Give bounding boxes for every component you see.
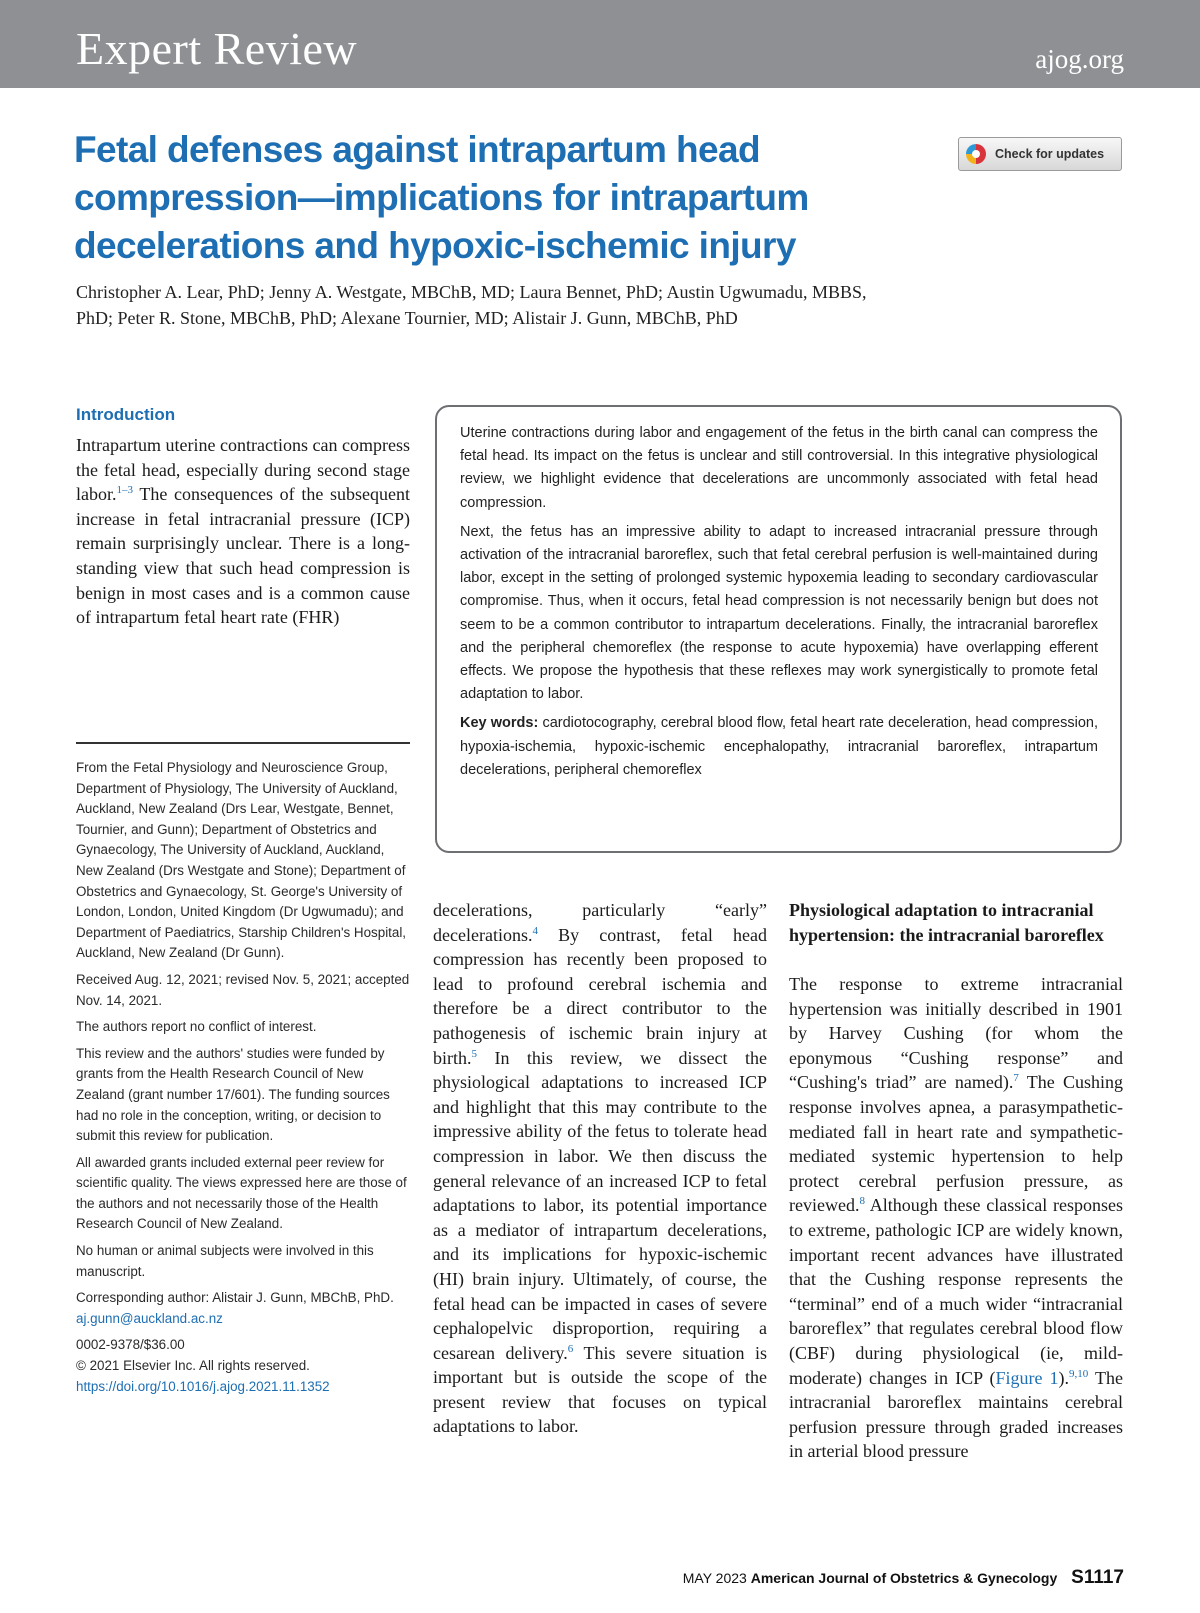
abstract-box <box>435 405 1122 853</box>
affiliation-divider <box>76 742 410 744</box>
issue-date: MAY 2023 <box>682 1570 747 1586</box>
citation-9-10[interactable]: 9,10 <box>1069 1367 1089 1380</box>
corresponding-author <box>76 1288 410 1329</box>
funding-statement: This review and the authors' studies were funded by grants from the Health Research Council of New Zealand (grant number 17/601). The funding sources had no role in the conception, writing, or decision to submit this review for publication. <box>76 1045 390 1144</box>
col3-text-5: The intracranial baroreflex maintains cerebral perfusion pressure through graded increases in arterial blood pressure <box>789 1367 1123 1462</box>
body-column-3 <box>789 972 1123 1464</box>
conflict-statement: The authors report no conflict of interest. <box>76 1019 317 1035</box>
citation-8[interactable]: 8 <box>859 1195 865 1208</box>
received-dates: Received Aug. 12, 2021; revised Nov. 5, 2021; accepted Nov. 14, 2021. <box>76 971 410 1008</box>
intro-text-a: Intrapartum uterine contractions can compress the fetal head, especially during second stage labor. <box>76 435 410 505</box>
col3-text-3: Although these classical responses to extreme, pathologic ICP are widely known, important recent advances have illustrated that the Cushing response represents the “terminal” end of a much wider “intracranial baroreflex” that regulates cerebral blood flow (CBF) during physiological (ie, mild-moderate) changes in ICP ( <box>789 1195 1123 1388</box>
page-footer <box>683 1567 1124 1589</box>
check-for-updates-label: Check for updates <box>995 147 1105 161</box>
col2-text-4: This severe situation is important but is outside the scope of the present review that focuses on typical adaptations to labor. <box>433 1342 767 1437</box>
abstract-paragraph-1: Uterine contractions during labor and engagement of the fetus in the birth canal can compress the fetal head. Its impact on the fetus is unclear and still controversial. In this integrative physiological review, we highlight evidence that decelerations are uncommonly associated with fetal head compression. <box>460 425 1098 511</box>
affiliation-from: From the Fetal Physiology and Neuroscience Group, Department of Physiology, The University of Auckland, Auckland, New Zealand (Drs Lear, Westgate, Bennet, Tournier, and Gunn); Department of Obstetrics and Gynaecology, The University of Auckland, Auckland, New Zealand (Drs Westgate and Stone); Department of Obstetrics and Gynaecology, St. George's University of London, London, United Kingdom (Dr Ugwumadu); and Department of Paediatrics, Starship Children's Hospital, Auckland, New Zealand (Dr Gunn). <box>76 760 407 961</box>
keywords <box>460 712 1098 782</box>
citation-6[interactable]: 6 <box>567 1342 574 1355</box>
abstract-paragraph-2: Next, the fetus has an impressive ability to adapt to increased intracranial pressure through activation of the intracranial baroreflex, such that fetal cerebral perfusion is well-maintained during labor, except in the setting of prolonged systemic hypoxemia leading to secondary cardiovascular compromise. Thus, when it occurs, fetal head compression is not necessarily benign but does not seem to be a common contributor to intrapartum decelerations. Finally, the intracranial baroreflex and the peripheral chemoreflex (the response to acute hypoxemia) have overlapping efferent effects. We propose the hypothesis that these reflexes may work synergistically to promote fetal adaptation to labor. <box>460 523 1098 703</box>
affiliations-block <box>76 758 410 1397</box>
body-column-2 <box>433 898 767 1439</box>
section-heading-baroreflex: Physiological adaptation to intracranial hypertension: the intracranial baroreflex <box>789 900 1104 945</box>
citation-5[interactable]: 5 <box>471 1047 477 1060</box>
col2-text-3: In this review, we dissect the physiological adaptations to increased ICP and highlight that this may contribute to the impressive ability of the fetus to tolerate head compression in labor. We then discuss the general relevance of an increased ICP to fetal adaptations to labor, its potential importance as a mediator of intrapartum decelerations, and its implications for hypoxic-ischemic (HI) brain injury. Ultimately, of course, the fetal head can be impacted in cases of severe cephalopelvic disproportion, requiring a cesarean delivery. <box>433 1047 767 1363</box>
intro-citation[interactable]: 1–3 <box>116 484 133 497</box>
subjects-statement: No human or animal subjects were involved in this manuscript. <box>76 1243 374 1279</box>
intro-text-b: The consequences of the subsequent increase in fetal intracranial pressure (ICP) remain surprisingly unclear. There is a long-standing view that such head compression is benign in most cases and is a common cause of intrapartum fetal heart rate (FHR) <box>76 484 410 628</box>
introduction-heading: Introduction <box>76 405 176 424</box>
author-list: Christopher A. Lear, PhD; Jenny A. Westgate, MBChB, MD; Laura Bennet, PhD; Austin Ugwumadu, MBBS, PhD; Peter R. Stone, MBChB, PhD; Alexane Tournier, MD; Alistair J. Gunn, MBChB, PhD <box>76 282 867 328</box>
citation-7[interactable]: 7 <box>1013 1072 1019 1085</box>
journal-name: American Journal of Obstetrics & Gynecology <box>750 1570 1058 1586</box>
copyright: © 2021 Elsevier Inc. All rights reserved. <box>76 1358 310 1374</box>
issn: 0002-9378/$36.00 <box>76 1337 185 1353</box>
figure-1-link[interactable]: Figure 1 <box>995 1367 1059 1388</box>
col3-text-1: The response to extreme intracranial hypertension was initially described in 1901 by Harvey Cushing (for whom the eponymous “Cushing response” and “Cushing's triad” are named). <box>789 974 1123 1093</box>
keywords-list: cardiotocography, cerebral blood flow, fetal heart rate deceleration, head compression, hypoxia-ischemia, hypoxic-ischemic encephalopathy, intracranial baroreflex, intrapartum decelerations, peripheral chemoreflex <box>460 715 1098 778</box>
col2-text-2: By contrast, fetal head compression has recently been proposed to lead to profound cerebral ischemia and therefore be a direct contributor to the pathogenesis of ischemic brain injury at birth. <box>433 924 767 1068</box>
check-for-updates-button[interactable] <box>958 137 1122 171</box>
col3-text-4: ). <box>1058 1367 1070 1388</box>
col3-text-2: The Cushing response involves apnea, a parasympathetic-mediated fall in heart rate and sympathetic-mediated systemic hypertension to help protect cerebral perfusion pressure, as reviewed. <box>789 1072 1124 1216</box>
citation-4[interactable]: 4 <box>532 924 538 937</box>
col2-text-1: decelerations, particularly “early” decelerations. <box>433 900 767 945</box>
peer-review-statement: All awarded grants included external peer review for scientific quality. The views expressed here are those of the authors and not necessarily those of the Health Research Council of New Zealand. <box>76 1154 407 1232</box>
keywords-label: Key words: <box>460 715 539 732</box>
corresponding-author-text: Corresponding author: Alistair J. Gunn, MBChB, PhD. <box>76 1290 394 1306</box>
author-email-link[interactable]: aj.gunn@auckland.ac.nz <box>76 1310 223 1326</box>
article-title: Fetal defenses against intrapartum head compression—implications for intrapartum decelerations and hypoxic-ischemic injury <box>74 129 809 266</box>
page-number: S1117 <box>1071 1567 1124 1588</box>
doi-link[interactable]: https://doi.org/10.1016/j.ajog.2021.11.1352 <box>76 1378 330 1394</box>
crossmark-icon <box>966 144 986 164</box>
journal-url[interactable]: ajog.org <box>1035 44 1124 74</box>
introduction-paragraph <box>76 433 410 630</box>
section-label: Expert Review <box>76 23 358 74</box>
header-bar <box>0 0 1200 88</box>
